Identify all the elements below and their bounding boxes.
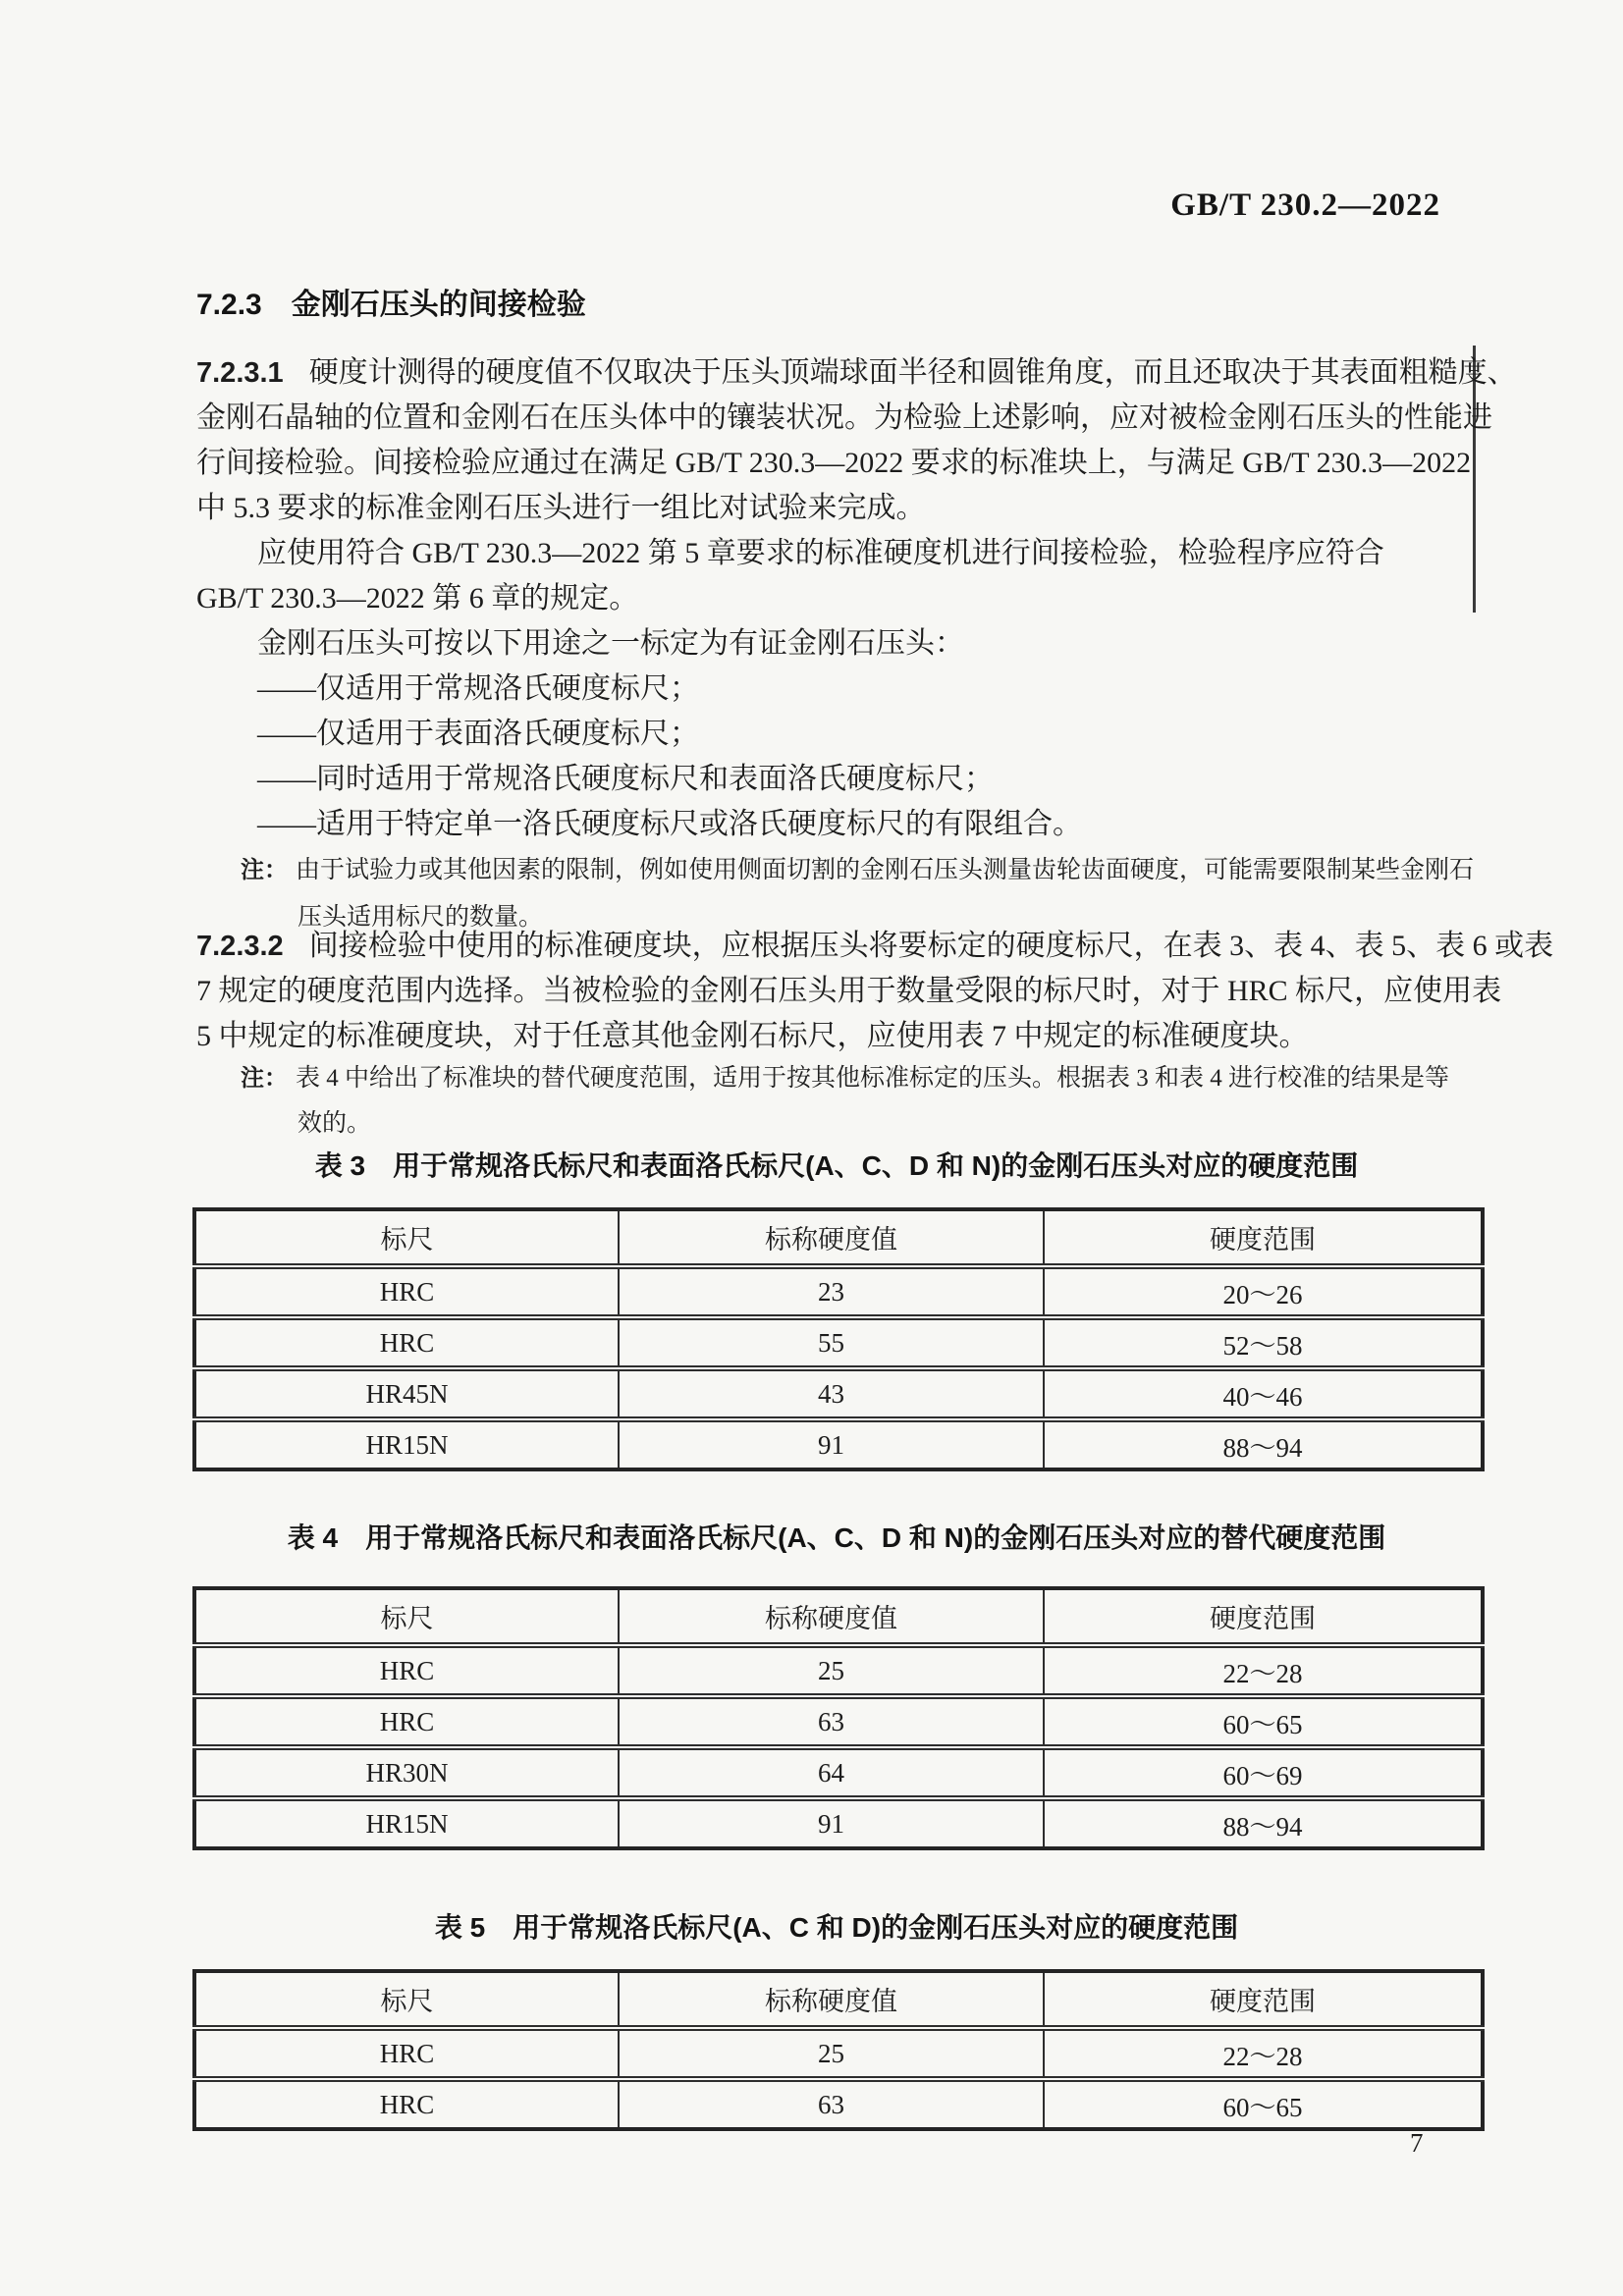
table-cell: HR45N bbox=[194, 1368, 619, 1419]
paragraph-line: 行间接检验。间接检验应通过在满足 GB/T 230.3—2022 要求的标准块上，与满足 GB/T 230.3—2022 bbox=[196, 447, 1472, 479]
table-cell: HRC bbox=[194, 1266, 619, 1317]
table-cell: 22～28 bbox=[1044, 2028, 1483, 2079]
table-5 bbox=[192, 1969, 1485, 2131]
table-cell: 63 bbox=[619, 2079, 1044, 2129]
table-cell: 63 bbox=[619, 1696, 1044, 1747]
table-cell: 43 bbox=[619, 1368, 1044, 1419]
note-text: 由于试验力或其他因素的限制，例如使用侧面切割的金刚石压头测量齿轮齿面硬度，可能需要限制某些金刚石 bbox=[296, 857, 1475, 883]
table-cell: 22～28 bbox=[1044, 1645, 1483, 1696]
paragraph-text: 间接检验中使用的标准硬度块，应根据压头将要标定的硬度标尺，在表 3、表 4、表 5、表 6 或表 bbox=[308, 930, 1554, 962]
table-3-title: 表 3 用于常规洛氏标尺和表面洛氏标尺(A、C、D 和 N)的金刚石压头对应的硬度范围 bbox=[314, 1150, 1359, 1181]
table-cell: 25 bbox=[619, 2028, 1044, 2079]
table-cell: HRC bbox=[194, 1317, 619, 1368]
table-row bbox=[194, 1645, 1483, 1696]
table-cell: 52～58 bbox=[1044, 1317, 1483, 1368]
table-header-cell: 标称硬度值 bbox=[619, 1588, 1044, 1645]
section-heading bbox=[196, 286, 586, 325]
table-row bbox=[194, 2079, 1483, 2129]
table-cell: 64 bbox=[619, 1747, 1044, 1798]
note-line bbox=[241, 1061, 1449, 1096]
note-line: 效的。 bbox=[298, 1110, 372, 1137]
table-5-title: 表 5 用于常规洛氏标尺(A、C 和 D)的金刚石压头对应的硬度范围 bbox=[434, 1912, 1239, 1943]
dash-list-item: ——适用于特定单一洛氏硬度标尺或洛氏硬度标尺的有限组合。 bbox=[257, 808, 1082, 840]
table-cell: 88～94 bbox=[1044, 1798, 1483, 1848]
table-cell: 60～65 bbox=[1044, 1696, 1483, 1747]
table-header-cell: 硬度范围 bbox=[1044, 1588, 1483, 1645]
paragraph-line: 7 规定的硬度范围内选择。当被检验的金刚石压头用于数量受限的标尺时，对于 HRC 标尺，应使用表 bbox=[196, 975, 1502, 1007]
note-label: 注： bbox=[241, 857, 288, 883]
table-header-cell: 硬度范围 bbox=[1044, 1209, 1483, 1266]
table-header-cell: 硬度范围 bbox=[1044, 1971, 1483, 2028]
paragraph-line: 5 中规定的标准硬度块，对于任意其他金刚石标尺，应使用表 7 中规定的标准硬度块。 bbox=[196, 1020, 1309, 1052]
table-cell: 55 bbox=[619, 1317, 1044, 1368]
table-header-row bbox=[194, 1209, 1483, 1266]
table-row bbox=[194, 1368, 1483, 1419]
table-row bbox=[194, 2028, 1483, 2079]
table-header-cell: 标称硬度值 bbox=[619, 1971, 1044, 2028]
table-row bbox=[194, 1419, 1483, 1469]
note-line bbox=[241, 853, 1474, 888]
table-row bbox=[194, 1266, 1483, 1317]
table-header-row bbox=[194, 1971, 1483, 2028]
table-cell: HRC bbox=[194, 2079, 619, 2129]
table-row bbox=[194, 1747, 1483, 1798]
table-3 bbox=[192, 1207, 1485, 1471]
note-label: 注： bbox=[241, 1065, 288, 1092]
table-header-cell: 标尺 bbox=[194, 1209, 619, 1266]
paragraph-line bbox=[196, 353, 1517, 393]
table-cell: 23 bbox=[619, 1266, 1044, 1317]
table-cell: 91 bbox=[619, 1798, 1044, 1848]
note-text: 表 4 中给出了标准块的替代硬度范围，适用于按其他标准标定的压头。根据表 3 和表 4 进行校准的结果是等 bbox=[296, 1065, 1450, 1092]
table-row bbox=[194, 1798, 1483, 1848]
table-cell: 25 bbox=[619, 1645, 1044, 1696]
table-cell: HRC bbox=[194, 1645, 619, 1696]
section-title: 金刚石压头的间接检验 bbox=[291, 289, 586, 321]
paragraph-line: 金刚石压头可按以下用途之一标定为有证金刚石压头： bbox=[257, 627, 964, 660]
paragraph-line: 金刚石晶轴的位置和金刚石在压头体中的镶装状况。为检验上述影响，应对被检金刚石压头的性能进 bbox=[196, 401, 1492, 434]
table-cell: HR30N bbox=[194, 1747, 619, 1798]
table-cell: 60～65 bbox=[1044, 2079, 1483, 2129]
table-header-cell: 标尺 bbox=[194, 1588, 619, 1645]
paragraph-line bbox=[196, 927, 1553, 966]
note-line: 压头适用标尺的数量。 bbox=[298, 904, 544, 931]
table-header-cell: 标称硬度值 bbox=[619, 1209, 1044, 1266]
table-cell: 91 bbox=[619, 1419, 1044, 1469]
dash-list-item: ——仅适用于常规洛氏硬度标尺； bbox=[257, 672, 699, 705]
clause-number: 7.2.3.2 bbox=[196, 931, 284, 962]
clause-number: 7.2.3.1 bbox=[196, 357, 284, 389]
table-cell: HRC bbox=[194, 1696, 619, 1747]
table-header-row bbox=[194, 1588, 1483, 1645]
page-number: 7 bbox=[1410, 2128, 1424, 2158]
paragraph-line: 中 5.3 要求的标准金刚石压头进行一组比对试验来完成。 bbox=[196, 492, 926, 524]
paragraph-line: 应使用符合 GB/T 230.3—2022 第 5 章要求的标准硬度机进行间接检验，检验程序应符合 bbox=[257, 537, 1384, 569]
table-row bbox=[194, 1696, 1483, 1747]
paragraph-text: 硬度计测得的硬度值不仅取决于压头顶端球面半径和圆锥角度，而且还取决于其表面粗糙度、 bbox=[308, 356, 1517, 389]
dash-list-item: ——同时适用于常规洛氏硬度标尺和表面洛氏硬度标尺； bbox=[257, 763, 994, 795]
table-cell: 88～94 bbox=[1044, 1419, 1483, 1469]
table-4-title: 表 4 用于常规洛氏标尺和表面洛氏标尺(A、C、D 和 N)的金刚石压头对应的替代硬度范围 bbox=[287, 1522, 1386, 1553]
dash-list-item: ——仅适用于表面洛氏硬度标尺； bbox=[257, 718, 699, 750]
table-cell: 60～69 bbox=[1044, 1747, 1483, 1798]
table-cell: 40～46 bbox=[1044, 1368, 1483, 1419]
table-cell: HR15N bbox=[194, 1419, 619, 1469]
paragraph-line: GB/T 230.3—2022 第 6 章的规定。 bbox=[196, 582, 639, 614]
section-number: 7.2.3 bbox=[196, 289, 262, 321]
table-cell: HRC bbox=[194, 2028, 619, 2079]
table-cell: 20～26 bbox=[1044, 1266, 1483, 1317]
standard-code-header: GB/T 230.2—2022 bbox=[1170, 187, 1440, 223]
table-header-cell: 标尺 bbox=[194, 1971, 619, 2028]
table-row bbox=[194, 1317, 1483, 1368]
table-cell: HR15N bbox=[194, 1798, 619, 1848]
table-4 bbox=[192, 1586, 1485, 1850]
